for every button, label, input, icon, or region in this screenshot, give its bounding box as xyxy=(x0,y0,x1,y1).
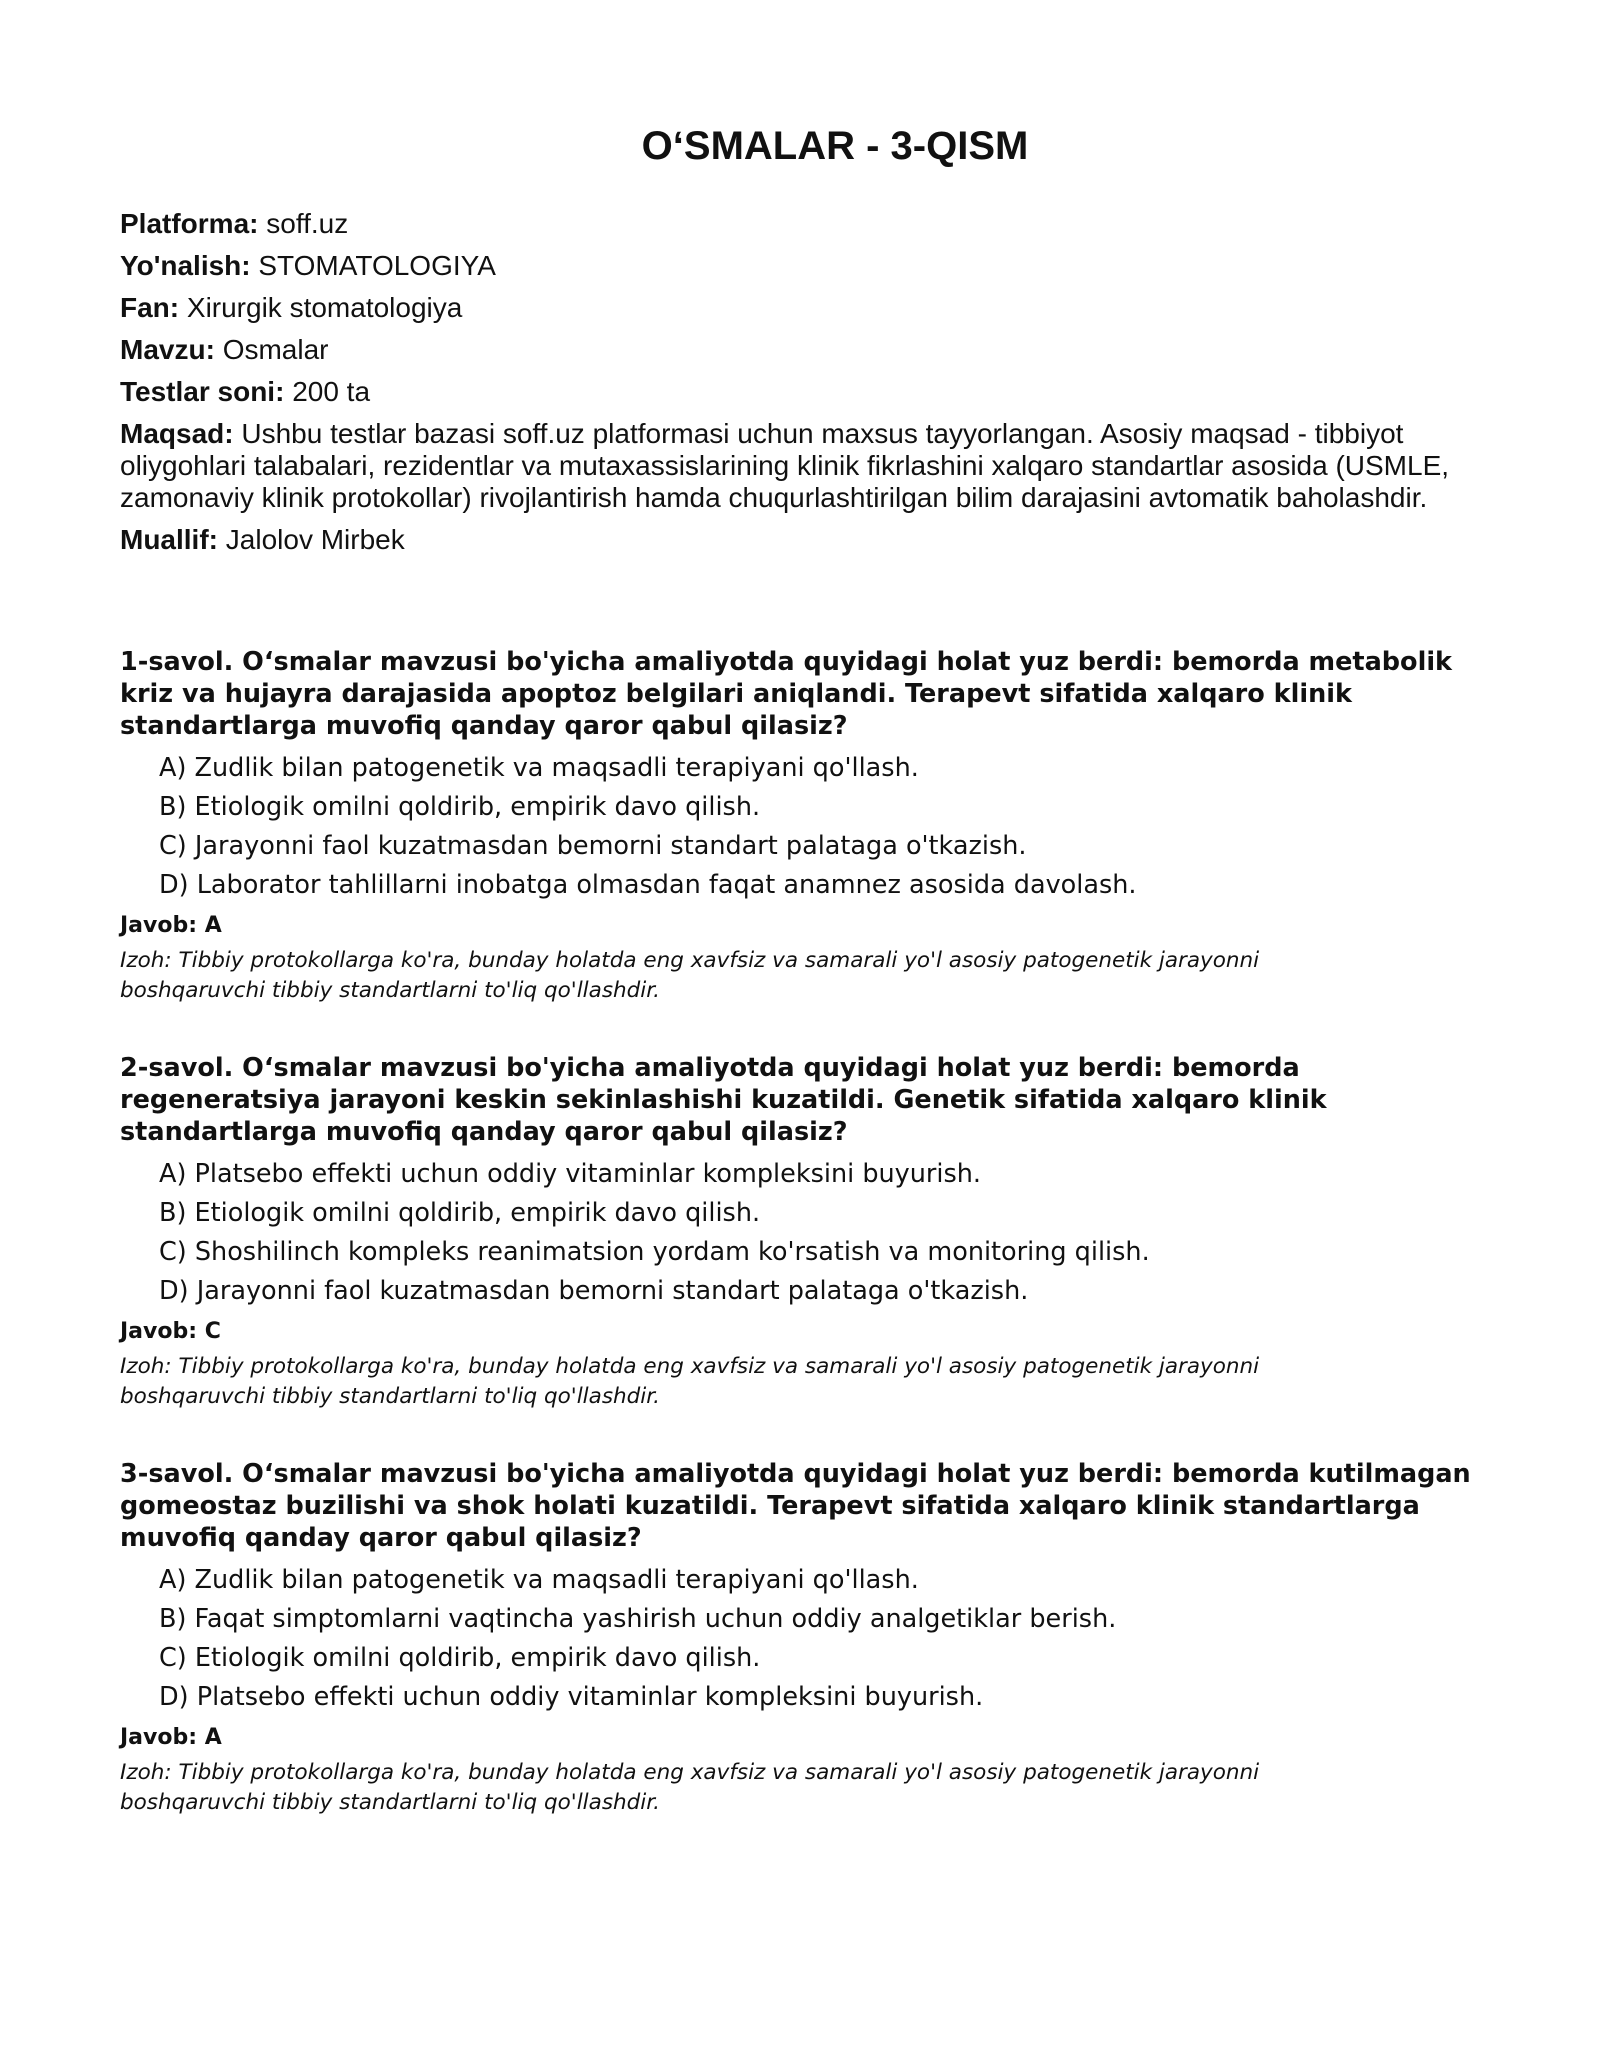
meta-author xyxy=(120,524,1490,556)
meta-label: Muallif: xyxy=(120,524,218,555)
meta-value: soff.uz xyxy=(266,208,349,239)
meta-value: Xirurgik stomatologiya xyxy=(186,292,463,323)
question-list xyxy=(120,646,1490,1818)
question-2 xyxy=(120,1052,1490,1412)
option-b: B) Etiologik omilni qoldirib, empirik davo qilish. xyxy=(159,1198,761,1228)
meta-label: Platforma: xyxy=(120,208,259,239)
explanation-note: Izoh: Tibbiy protokollarga ko'ra, bunday holatda eng xavfsiz va samarali yo'l asosiy patogenetik jarayonni boshqaruvchi tibbiy standartlarni to'liq qo'llashdir. xyxy=(120,948,1260,1003)
explanation-note: Izoh: Tibbiy protokollarga ko'ra, bunday holatda eng xavfsiz va samarali yo'l asosiy patogenetik jarayonni boshqaruvchi tibbiy standartlarni to'liq qo'llashdir. xyxy=(120,1760,1260,1815)
option-d: D) Laborator tahlillarni inobatga olmasdan faqat anamnez asosida davolash. xyxy=(159,870,1137,900)
option-list xyxy=(120,753,1490,900)
option-list xyxy=(120,1565,1490,1712)
meta-label: Maqsad: xyxy=(120,418,234,449)
meta-label: Mavzu: xyxy=(120,334,215,365)
answer-label: Javob: A xyxy=(120,1725,222,1750)
meta-label: Testlar soni: xyxy=(120,376,285,407)
meta-topic xyxy=(120,334,1490,366)
question-3 xyxy=(120,1458,1490,1818)
meta-label: Fan: xyxy=(120,292,180,323)
meta-value: Jalolov Mirbek xyxy=(225,524,405,555)
option-a: A) Platsebo effekti uchun oddiy vitaminlar kompleksini buyurish. xyxy=(159,1159,982,1189)
meta-purpose xyxy=(120,418,1490,514)
answer-label: Javob: C xyxy=(120,1319,221,1344)
option-list xyxy=(120,1159,1490,1306)
option-c: C) Shoshilinch kompleks reanimatsion yordam ko'rsatish va monitoring qilish. xyxy=(159,1237,1150,1267)
document-title: O‘SMALAR - 3-QISM xyxy=(641,124,1029,168)
question-text: 1-savol. O‘smalar mavzusi bo'yicha amaliyotda quyidagi holat yuz berdi: bemorda metabolik kriz va hujayra darajasida apoptoz belgilari aniqlandi. Terapevt sifatida xalqaro klinik standartlarga muvofiq qanday qaror qabul qilasiz? xyxy=(120,647,1453,741)
meta-value: STOMATOLOGIYA xyxy=(258,250,496,281)
question-1 xyxy=(120,646,1490,1006)
document-meta xyxy=(120,208,1490,556)
document-page xyxy=(120,118,1490,1864)
meta-label: Yo'nalish: xyxy=(120,250,251,281)
option-a: A) Zudlik bilan patogenetik va maqsadli terapiyani qo'llash. xyxy=(159,1565,919,1595)
option-d: D) Platsebo effekti uchun oddiy vitaminlar kompleksini buyurish. xyxy=(159,1682,984,1712)
option-a: A) Zudlik bilan patogenetik va maqsadli terapiyani qo'llash. xyxy=(159,753,919,783)
answer-label: Javob: A xyxy=(120,913,222,938)
meta-value: 200 ta xyxy=(292,376,371,407)
meta-value: Ushbu testlar bazasi soff.uz platformasi uchun maxsus tayyorlangan. Asosiy maqsad - tibbiyot oliygohlari talabalari, rezidentlar va mutaxassislarining klinik fikrlashini xalqaro standartlar asosida (USMLE, zamonaviy klinik protokollar) rivojlantirish hamda chuqurlashtirilgan bilim darajasini avtomatik baholashdir. xyxy=(120,418,1450,513)
meta-direction xyxy=(120,250,1490,282)
meta-subject xyxy=(120,292,1490,324)
option-d: D) Jarayonni faol kuzatmasdan bemorni standart palataga o'tkazish. xyxy=(159,1276,1029,1306)
option-b: B) Faqat simptomlarni vaqtincha yashirish uchun oddiy analgetiklar berish. xyxy=(159,1604,1117,1634)
question-text: 3-savol. O‘smalar mavzusi bo'yicha amaliyotda quyidagi holat yuz berdi: bemorda kutilmagan gomeostaz buzilishi va shok holati kuzatildi. Terapevt sifatida xalqaro klinik standartlarga muvofiq qanday qaror qabul qilasiz? xyxy=(120,1459,1471,1553)
option-c: C) Jarayonni faol kuzatmasdan bemorni standart palataga o'tkazish. xyxy=(159,831,1027,861)
option-b: B) Etiologik omilni qoldirib, empirik davo qilish. xyxy=(159,792,761,822)
explanation-note: Izoh: Tibbiy protokollarga ko'ra, bunday holatda eng xavfsiz va samarali yo'l asosiy patogenetik jarayonni boshqaruvchi tibbiy standartlarni to'liq qo'llashdir. xyxy=(120,1354,1260,1409)
meta-platform xyxy=(120,208,1490,240)
meta-value: Osmalar xyxy=(222,334,329,365)
question-text: 2-savol. O‘smalar mavzusi bo'yicha amaliyotda quyidagi holat yuz berdi: bemorda regeneratsiya jarayoni keskin sekinlashishi kuzatildi. Genetik sifatida xalqaro klinik standartlarga muvofiq qanday qaror qabul qilasiz? xyxy=(120,1053,1327,1147)
option-c: C) Etiologik omilni qoldirib, empirik davo qilish. xyxy=(159,1643,761,1673)
meta-test-count xyxy=(120,376,1490,408)
